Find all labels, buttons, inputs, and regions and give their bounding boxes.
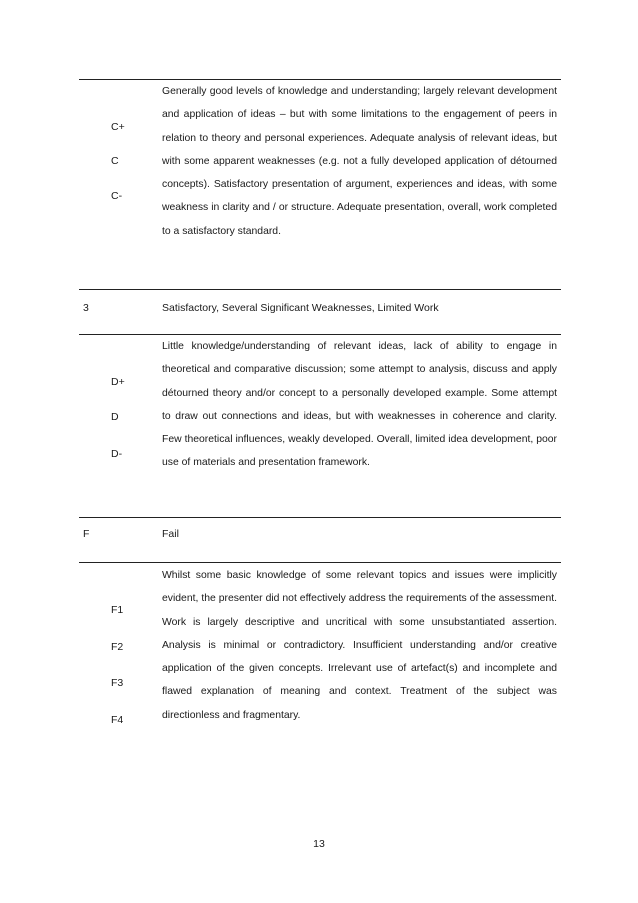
- grade-d: D: [111, 411, 119, 423]
- grade-c-plus: C+: [111, 121, 125, 133]
- grade-d-plus: D+: [111, 376, 125, 388]
- rule-fail-bottom: [79, 562, 561, 563]
- fail-label: F: [83, 528, 90, 540]
- grade-f2: F2: [111, 641, 124, 653]
- grade-c-minus: C-: [111, 190, 123, 202]
- grade-c: C: [111, 155, 119, 167]
- page-number: 13: [313, 838, 325, 850]
- band-3-label: 3: [83, 302, 89, 314]
- description-c: Generally good levels of knowledge and understanding; largely relevant development and application of ideas – but with some limitations to the engagement of peers in relation to theory and personal experiences. Adequate analysis of relevant ideas, but with some apparent weaknesses (e.g. not a fully developed application of détourned concepts). Satisfactory presentation of argument, experiences and ideas, with some weakness in clarity and / or structure. Adequate presentation, overall, work completed to a satisfactory standard.: [162, 86, 557, 237]
- grade-f3: F3: [111, 677, 124, 689]
- description-d: Little knowledge/understanding of relevant ideas, lack of ability to engage in theoretical and comparative discussion; some attempt to analysis, discuss and apply détourned theory and/or concept to a personally developed example. Some attempt to draw out connections and ideas, but with weaknesses in coherence and clarity. Few theoretical influences, weakly developed. Overall, limited idea development, poor use of materials and presentation framework.: [162, 341, 557, 469]
- band-3-title: Satisfactory, Several Significant Weaknesses, Limited Work: [162, 302, 439, 314]
- grade-f1: F1: [111, 604, 124, 616]
- description-f: Whilst some basic knowledge of some relevant topics and issues were implicitly evident, the presenter did not effectively address the requirements of the assessment. Work is largely descriptive and uncritical with some unsubstantiated assertion. Analysis is minimal or contradictory. Insufficient understanding and/or creative application of the given concepts. Irrelevant use of artefact(s) and incomplete and flawed explanation of meaning and context. Treatment of the subject was directionless and fragmentary.: [162, 570, 557, 721]
- grade-d-minus: D-: [111, 448, 123, 460]
- fail-title: Fail: [162, 528, 179, 540]
- grade-f4: F4: [111, 714, 124, 726]
- rule-c-bottom: [79, 289, 561, 290]
- rule-d-bottom: [79, 517, 561, 518]
